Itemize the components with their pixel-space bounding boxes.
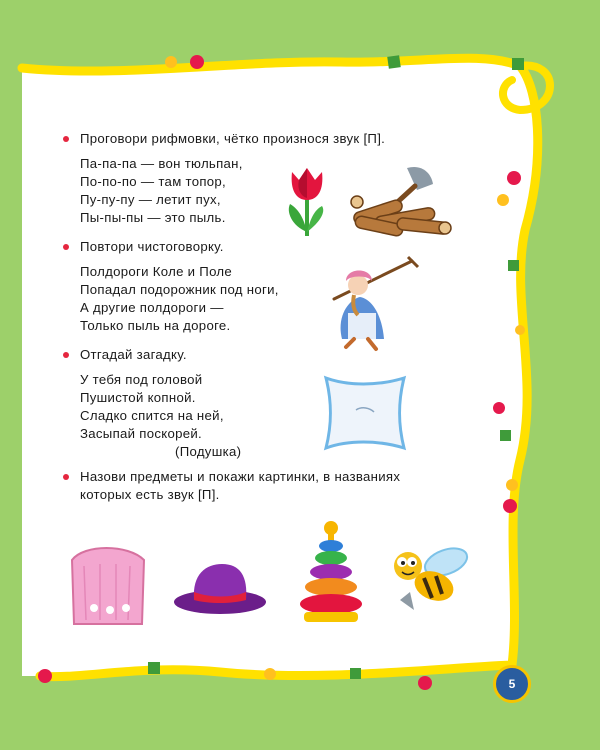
section-name-objects bbox=[80, 468, 400, 504]
instruction-riddle: Отгадай загадку. bbox=[80, 346, 241, 364]
tulip-icon bbox=[282, 160, 332, 242]
section-rhymes bbox=[80, 130, 385, 227]
section-tongue-twister bbox=[80, 238, 279, 335]
decor-dot bbox=[190, 55, 204, 69]
verse-line: А другие полдороги — bbox=[80, 300, 224, 315]
pyramid-toy-icon bbox=[296, 520, 366, 628]
instruction-rhymes: Проговори рифмовки, чётко произнося звук [П]. bbox=[80, 131, 386, 146]
verse-line: Пы-пы-пы — это пыль. bbox=[80, 210, 226, 225]
decor-square bbox=[387, 55, 401, 69]
pillow-icon bbox=[318, 372, 410, 454]
riddle-verse bbox=[80, 371, 241, 461]
verse-line: Па-па-па — вон тюльпан, bbox=[80, 156, 243, 171]
rhymes-verse bbox=[80, 155, 385, 227]
instruction-tongue-twister: Повтори чистоговорку. bbox=[80, 238, 279, 256]
verse-line: Сладко спится на ней, bbox=[80, 408, 224, 423]
verse-line: Полдороги Коле и Поле bbox=[80, 264, 233, 279]
verse-line: Только пыль на дороге. bbox=[80, 318, 231, 333]
verse-line: Пу-пу-пу — летит пух, bbox=[80, 192, 221, 207]
instruction-name-objects-cont: которых есть звук [П]. bbox=[80, 487, 220, 502]
girl-with-rake-icon bbox=[328, 255, 420, 355]
towel-icon bbox=[64, 540, 152, 628]
hat-icon bbox=[170, 558, 270, 618]
verse-line: У тебя под головой bbox=[80, 372, 203, 387]
verse-line: Пушистой копной. bbox=[80, 390, 196, 405]
axe-and-logs-icon bbox=[345, 162, 455, 240]
riddle-answer: (Подушка) bbox=[175, 444, 242, 459]
tongue-twister-verse bbox=[80, 263, 279, 335]
instruction-name-objects: Назови предметы и покажи картинки, в названиях bbox=[80, 469, 401, 484]
page-number-badge: 5 bbox=[493, 665, 531, 703]
section-riddle bbox=[80, 346, 241, 461]
verse-line: Засыпай поскорей. bbox=[80, 426, 202, 441]
verse-line: Попадал подорожник под ноги, bbox=[80, 282, 279, 297]
verse-line: По-по-по — там топор, bbox=[80, 174, 227, 189]
bee-icon bbox=[384, 540, 476, 624]
